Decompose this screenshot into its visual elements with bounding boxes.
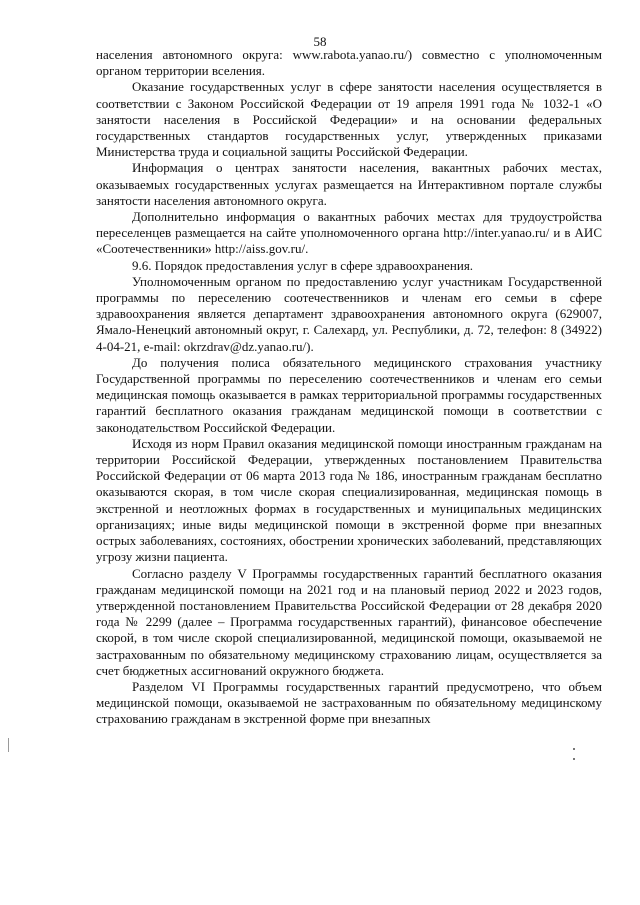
page-number: 58 xyxy=(313,34,327,49)
paragraph-7: До получения полиса обязательного медицинского страхования участнику Государственной программы по переселению соотечественников и членам его семьи медицинская помощь оказывается в рамках территориальной программы государственных гарантий бесплатного оказания гражданам медицинской помощи в соответствии с законодательством Российской Федерации. xyxy=(96,354,602,435)
paragraph-6: Уполномоченным органом по предоставлению услуг участникам Государственной программы по переселению соотечественников и членам его семьи в сфере здравоохранения является департамент здравоохранения автономного округа (629007, Ямало-Ненецкий автономный округ, г. Салехард, ул. Республики, д. 72, телефон: 8 (34922) 4-04-21, e-mail: okrzdrav@dz.yanao.ru/). xyxy=(96,273,602,354)
document-body xyxy=(96,47,602,728)
paragraph-1: населения автономного округа: www.rabota.yanao.ru/) совместно с уполномоченным органом территории вселения. xyxy=(96,47,602,79)
paragraph-9: Согласно разделу V Программы государственных гарантий бесплатного оказания гражданам медицинской помощи на 2021 год и на плановый период 2022 и 2023 годов, утвержденной постановлением Правительства Российской Федерации от 28 декабря 2020 года № 2299 (далее – Программа государственных гарантий), финансовое обеспечение скорой, в том числе скорой специализированной, медицинской помощи, оказываемой не застрахованным по обязательному медицинскому страхованию лицам, осуществляется за счет бюджетных ассигнований окружного бюджета. xyxy=(96,565,602,678)
section-heading-9-6: 9.6. Порядок предоставления услуг в сфере здравоохранения. xyxy=(132,257,474,273)
paragraph-2: Оказание государственных услуг в сфере занятости населения осуществляется в соответствии с Законом Российской Федерации от 19 апреля 1991 года № 1032-1 «О занятости населения в Российской Федерации» и на основании федеральных государственных стандартов государственных услуг, утвержденных приказами Министерства труда и социальной защиты Российской Федерации. xyxy=(96,79,602,160)
paragraph-10: Разделом VI Программы государственных гарантий предусмотрено, что объем медицинской помощи, оказываемой не застрахованным по обязательному медицинскому страхованию гражданам в экстренной форме при внезапных xyxy=(96,678,602,727)
scan-speck xyxy=(573,748,575,750)
scan-margin-line xyxy=(8,738,9,752)
paragraph-8: Исходя из норм Правил оказания медицинской помощи иностранным гражданам на территории Российской Федерации, утвержденных постановлением Правительства Российской Федерации от 06 марта 2013 года № 186, иностранным гражданам бесплатно оказываются скорая, в том числе скорая специализированная, медицинская помощь в экстренной и неотложных формах в государственных и муниципальных медицинских организациях; иные виды медицинской помощи в экстренной форме при внезапных острых заболеваниях, состояниях, обострении хронических заболеваний, представляющих угрозу жизни пациента. xyxy=(96,435,602,565)
paragraph-4: Дополнительно информация о вакантных рабочих местах для трудоустройства переселенцев размещается на сайте уполномоченного органа http://inter.yanao.ru/ и в АИС «Соотечественники» http://aiss.gov.ru/. xyxy=(96,209,602,257)
scan-speck xyxy=(573,758,575,760)
paragraph-3: Информация о центрах занятости населения, вакантных рабочих местах, оказываемых государственных услугах размещается на Интерактивном портале службы занятости населения автономного округа. xyxy=(96,160,602,208)
